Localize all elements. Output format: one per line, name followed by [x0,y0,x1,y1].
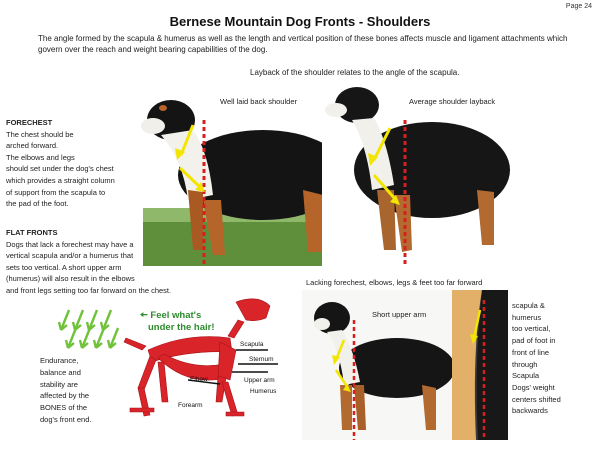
forechest-line: the pad of the foot. [6,199,69,209]
photo-average-layback [322,80,512,266]
endurance-line: Endurance, [40,356,79,365]
flat-fronts-line: sets too vertical. A short upper arm [6,262,122,272]
forechest-section [6,117,156,210]
vertical-note-line: scapula & [512,301,545,310]
page-number: Page 24 [565,3,592,10]
vertical-note-line: Scapula [512,371,540,381]
flat-fronts-section [6,227,226,297]
label-humerus: Humerus [250,388,277,395]
label-well-laid-back: Well laid back shoulder [220,97,297,106]
vertical-note-line: too vertical, [512,324,551,334]
label-upper-arm: Upper arm [244,377,275,384]
photo-vertical-scapula [452,290,508,440]
label-forearm: Forearm [178,402,203,409]
flat-fronts-line: and front legs setting too far forward on the chest. [6,285,172,295]
vertical-note-line: through [512,359,538,369]
flat-fronts-line: vertical scapula and/or a humerus that [6,251,134,261]
forechest-line: of support from the scapula to [6,187,106,197]
green-arrow-left-icon: 🠤 [140,310,151,321]
vertical-note-line: humerus [512,312,542,322]
endurance-line: BONES of the [40,403,88,413]
label-sternum: Sternum [249,356,274,363]
label-scapula: Scapula [240,341,264,348]
endurance-line: affected by the [40,391,90,401]
forechest-line: The elbows and legs [6,152,75,162]
endurance-line: dog's front end. [40,414,92,424]
endurance-section [40,355,120,426]
label-average-layback: Average shoulder layback [409,97,496,106]
forechest-heading: FORECHEST [6,118,53,127]
vertical-note [512,300,598,417]
forechest-line: The chest should be [6,129,74,139]
flat-fronts-line: Dogs that lack a forechest may have a [6,239,134,249]
label-short-upper-arm: Short upper arm [372,310,427,319]
feel-note-line2: under the hair! [148,322,215,333]
label-elbow: Elbow [190,376,208,383]
page-title: Bernese Mountain Dog Fronts - Shoulders [169,14,431,29]
flat-fronts-line: (humerus) will also result in the elbows [6,274,135,284]
forechest-line: arched forward. [6,141,59,151]
vertical-note-line: pad of foot in [512,336,556,346]
feel-note-line1: Feel what's [150,310,202,321]
label-lacking-forechest: Lacking forechest, elbows, legs & feet too far forward [306,278,483,287]
forechest-line: which provides a straight column [6,175,115,185]
vertical-note-line: backwards [512,406,548,416]
vertical-note-line: centers shifted [512,394,561,404]
intro-paragraph: The angle formed by the scapula & humerus as well as the length and vertical position of these bones affects muscle and ligament attachments which govern over the reach and weight bearing capabilities of the dog. [38,34,568,54]
forechest-line: should set under the dog's chest [6,164,114,174]
layback-note: Layback of the shoulder relates to the angle of the scapula. [250,68,460,77]
vertical-note-line: Dogs' weight [512,382,555,392]
vertical-note-line: front of line [512,347,550,357]
endurance-line: balance and [40,367,81,377]
flat-fronts-heading: FLAT FRONTS [6,228,58,237]
endurance-line: stability are [40,379,78,389]
